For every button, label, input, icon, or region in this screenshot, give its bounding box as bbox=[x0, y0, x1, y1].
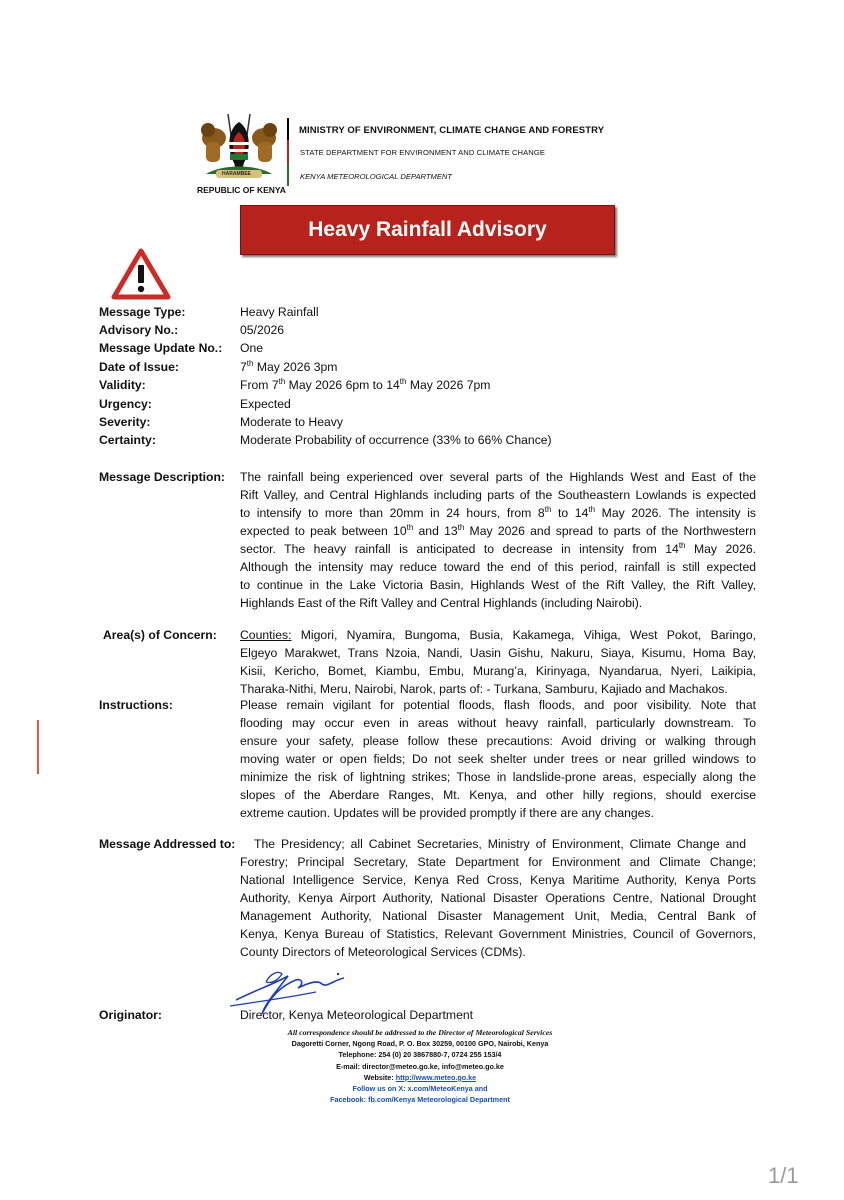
footer bbox=[250, 1027, 590, 1105]
footer-website: Website: http://www.meteo.go.ke bbox=[363, 1072, 477, 1082]
state-department: STATE DEPARTMENT FOR ENVIRONMENT AND CLIMATE CHANGE bbox=[300, 148, 546, 157]
certainty-value: Moderate Probability of occurrence (33% to 66% Chance) bbox=[240, 433, 552, 447]
warning-triangle bbox=[111, 248, 171, 300]
addressed-label: Message Addressed to: bbox=[99, 837, 236, 851]
areas-text: Counties: Migori, Nyamira, Bungoma, Busia, Kakamega, Vihiga, West Pokot, Baringo, Elgeyo Marakwet, Trans Nzoia, Nandi, Uasin Gishu, Nakuru, Siaya, Kisumu, Homa Bay, Kisii, Kericho, Bomet, Kiambu, Embu, Murang’a, Kirinyaga, Nyandarua, Nyeri, Laikipia, Tharaka-Nithi, Meru, Nairobi, Narok, parts of: - Turkana, Samburu, Kajiado and Machakos. bbox=[240, 628, 756, 696]
advisory-no-value: 05/2026 bbox=[240, 323, 285, 337]
addressed-text: The Presidency; all Cabinet Secretaries, Ministry of Environment, Climate Change and bbox=[254, 837, 746, 851]
date-of-issue-label: Date of Issue: bbox=[99, 360, 179, 374]
ministry-name: MINISTRY OF ENVIRONMENT, CLIMATE CHANGE AND FORESTRY bbox=[299, 125, 605, 136]
footer-telephone: Telephone: 254 (0) 20 3867880-7, 0724 255 153/4 bbox=[338, 1050, 502, 1060]
severity-value: Moderate to Heavy bbox=[240, 415, 343, 429]
urgency-value: Expected bbox=[240, 397, 291, 411]
instructions-text: Please remain vigilant for potential floods, flash floods, and poor visibility. Note that flooding may occur even in areas without heavy rainfall, particularly downstream. To ensure your safety, please follow these precautions: Avoid driving or walking through moving water or open fields; Do not seek shelter under trees or near grilled windows to minimize the risk of lightning strikes; Those in landslide-prone areas, especially along the slopes of the Aberdare Ranges, Mt. Kenya, and other hilly regions, should exercise extreme caution. Updates will be provided promptly if there are any changes. bbox=[240, 698, 756, 820]
header-line-black bbox=[287, 118, 289, 140]
certainty-label: Certainty: bbox=[99, 433, 156, 447]
warning-triangle-icon bbox=[111, 248, 171, 300]
advisory-banner bbox=[240, 205, 615, 255]
coat-motto: HARAMBEE bbox=[222, 171, 251, 177]
originator-label: Originator: bbox=[99, 1008, 162, 1022]
urgency-label: Urgency: bbox=[99, 397, 152, 411]
date-of-issue-value: 7th May 2026 3pm bbox=[240, 358, 338, 374]
message-type-label: Message Type: bbox=[99, 305, 186, 319]
description-label: Message Description: bbox=[99, 470, 225, 484]
header-line-red bbox=[287, 140, 289, 164]
header-line-green bbox=[287, 164, 289, 186]
website-link[interactable]: http://www.meteo.go.ke bbox=[395, 1072, 477, 1082]
footer-x: Follow us on X: x.com/MeteoKenya and bbox=[352, 1084, 488, 1094]
severity-label: Severity: bbox=[99, 415, 151, 429]
validity-value: From 7th May 2026 6pm to 14th May 2026 7pm bbox=[240, 376, 491, 392]
kmd-name: KENYA METEOROLOGICAL DEPARTMENT bbox=[300, 172, 453, 181]
counties-label: Counties: bbox=[240, 628, 292, 642]
validity-label: Validity: bbox=[99, 378, 146, 392]
footer-facebook: Facebook: fb.com/Kenya Meteorological Department bbox=[330, 1095, 510, 1105]
addressed-text-cont: Forestry; Principal Secretary, State Department for Environment and Climate Change; National Intelligence Service, Kenya Red Cross, Kenya Maritime Authority, Kenya Ports Authority, Kenya Airport Authority, National Disaster Operations Centre, National Drought Management Authority, National Disaster Management Unit, Media, Central Bank of Kenya, Kenya Bureau of Statistics, Relevant Government Ministries, Council of Governors, County Directors of Meteorological Services (CDMs). bbox=[240, 855, 756, 959]
footer-correspondence: All correspondence should be addressed to the Director of Meteorological Services bbox=[287, 1028, 553, 1037]
description-text: The rainfall being experienced over several parts of the Highlands West and East of the Rift Valley, and Central Highlands including parts of the Southeastern Lowlands is expected to intensify to more than 20mm in 24 hours, from 8th to 14th May 2026. The intensity is expected to peak between 10th and 13th May 2026 and spread to parts of the Northwestern sector. The heavy rainfall is anticipated to decrease in intensity from 14th May 2026. Although the intensity may reduce toward the end of this period, rainfall is still expected to continue in the Lake Victoria Basin, Highlands West of the Rift Valley, the Rift Valley, Highlands East of the Rift Valley and Central Highlands (including Nairobi). bbox=[240, 470, 757, 610]
areas-label: Area(s) of Concern: bbox=[103, 628, 217, 642]
page-indicator: 1/1 bbox=[768, 1163, 799, 1188]
republic-of-kenya: REPUBLIC OF KENYA bbox=[197, 185, 286, 195]
update-no-label: Message Update No.: bbox=[99, 341, 223, 355]
footer-email: E-mail: director@meteo.go.ke, info@meteo.go.ke bbox=[336, 1061, 504, 1071]
originator-value: Director, Kenya Meteorological Department bbox=[240, 1008, 474, 1022]
advisory-title: Heavy Rainfall Advisory bbox=[308, 218, 547, 241]
update-no-value: One bbox=[240, 341, 264, 355]
instructions-label: Instructions: bbox=[99, 698, 173, 712]
footer-address: Dagoretti Corner, Ngong Road, P. O. Box 30259, 00100 GPO, Nairobi, Kenya bbox=[291, 1039, 549, 1049]
scroll-indicator[interactable] bbox=[37, 720, 39, 774]
advisory-no-label: Advisory No.: bbox=[99, 323, 179, 337]
message-type-value: Heavy Rainfall bbox=[240, 305, 319, 319]
